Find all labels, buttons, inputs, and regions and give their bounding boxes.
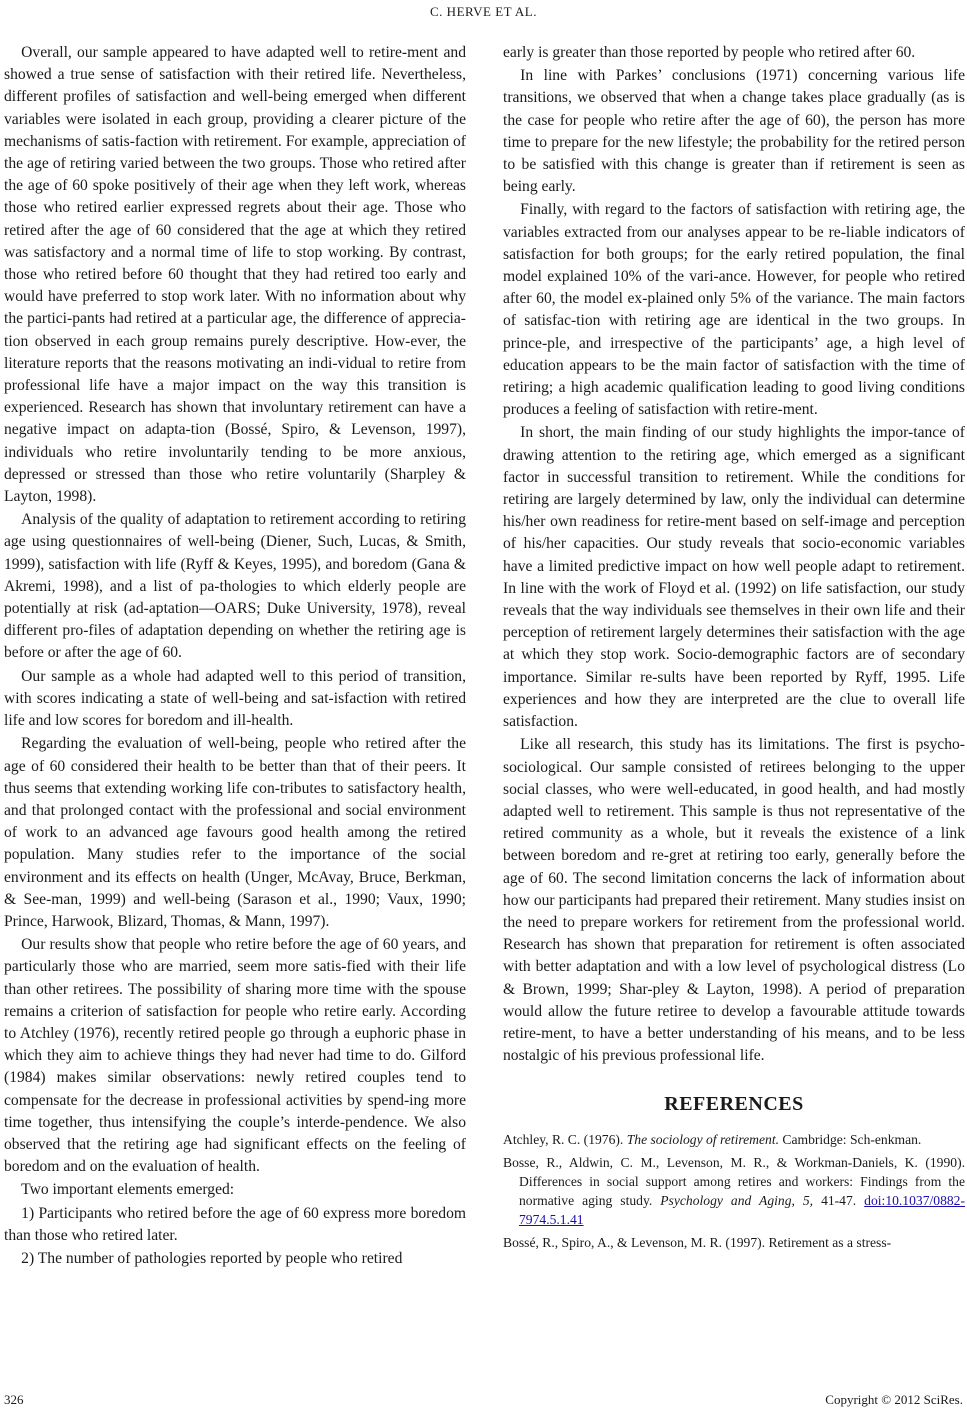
paragraph: Two important elements emerged: bbox=[21, 1181, 235, 1199]
paragraph: Regarding the evaluation of well-being, people who retired after the age of 60 considered their health to be better than that of their peers. It thus seems that extending working life con-tributes to satisfactory health, and that prolonged contact with the professional and social environment of work to an advanced age favours good health among the retired population. Many studies refer to the importance of the social environment and its effects on health (Unger, McAvay, Bruce, Berkman, & See-man, 1999) and well-being (Sarason et al., 1990; Vaux, 1990; Prince, Harwook, Blizard, Thomas, & Mann, 1997). bbox=[4, 735, 466, 930]
paragraph: early is greater than those reported by people who retired after 60. bbox=[503, 44, 916, 61]
reference-text: Bosse, R., Aldwin, C. M., Levenson, M. R., & Workman-Daniels, K. (1990). Differences in social support among retires and workers: Findings from the normative aging study. bbox=[503, 1154, 965, 1208]
reference-journal: Psychology and Aging, 5, bbox=[660, 1192, 814, 1208]
paragraph: In line with Parkes’ conclusions (1971) concerning various life transitions, we observed that when a change takes place gradually (as is the case for people who retire after the age of 60), the person has more time to prepare for the new lifestyle; the probability for the retired person to be satisfied with this change is greater than if retirement is seen as being early. bbox=[503, 67, 965, 196]
doi-link[interactable]: doi:10.1037/0882-7974.5.1.41 bbox=[519, 1192, 965, 1227]
reference-entry bbox=[503, 1153, 965, 1229]
running-head: C. HERVE ET AL. bbox=[430, 4, 537, 19]
reference-text: 41-47. bbox=[813, 1192, 865, 1208]
paragraph: Like all research, this study has its limitations. The first is psycho-sociological. Our sample consisted of retirees belonging to the upper social classes, who were well-educated, in good health, and had mostly adapted well to retirement. This sample is thus not representative of the retired community as a whole, but it reveals the existence of a link between boredom and re-gret at retiring too early, generally before the age of 60. The second limitation concerns the lack of information about how our participants had prepared their retirement. Many studies insist on the need to prepare workers for retirement from the professional world. Research has shown that preparation for retirement is often associated with better adaptation and with a low level of psychological distress (Lo & Brown, 1999; Shar-pley & Layton, 1998). A period of preparation would allow the future retiree to develop a favourable attitude towards retire-ment, to have a better understanding of his means, and to be less nostalgic of his previous professional life. bbox=[503, 736, 965, 1065]
paragraph: In short, the main finding of our study highlights the impor-tance of drawing attention to the retiring age, which emerged as a significant factor in successful transition to retirement. While the conditions for retiring are largely determined by law, only the individual can determine his/her own readiness for retire-ment based on self-image and perception of his/her capacities. Our study reveals that socio-economic variables have a limited predictive impact on how well people adapt to retirement. In line with the work of Floyd et al. (1992) on life satisfaction, our study reveals that the way individuals see themselves in their own life and their perception of retirement largely determines their satisfaction with the age at which they stop work. Socio-demographic factors are of secondary importance. Similar re-sults have been reported by Ryff, 1995. Life experiences and how they are interpreted are the clue to overall life satisfaction. bbox=[503, 424, 965, 731]
reference-title: The sociology of retirement. bbox=[626, 1131, 779, 1147]
paragraph: 1) Participants who retired before the age of 60 express more boredom than those who retired later. bbox=[4, 1204, 466, 1244]
reference-text: Cambridge: Sch-enkman. bbox=[779, 1131, 922, 1147]
copyright-notice: Copyright © 2012 SciRes. bbox=[825, 1392, 963, 1407]
paragraph: Analysis of the quality of adaptation to retirement according to retiring age using questionnaires of well-being (Diener, Such, Lucas, & Smith, 1999), satisfaction with life (Ryff & Keyes, 1995), and boredom (Gana & Akremi, 1998), and a list of pa-thologies to which elderly people are potentially at risk (ad-aptation—OARS; Duke University, 1978), reveal different pro-files of adaptation depending on whether the retiring age is before or after the age of 60. bbox=[4, 511, 466, 662]
paragraph: Overall, our sample appeared to have adapted well to retire-ment and showed a true sense of satisfaction with their retired life. Nevertheless, different profiles of satisfaction and well-being emerged when different variables were isolated in each group, providing a clearer picture of the mechanisms of satis-faction with retirement. For example, appreciation of the age of retiring varied between the two groups. Those who retired after the age of 60 spoke positively of their age when they left work, whereas those who retired earlier expressed regrets about their age. Those who retired after the age of 60 considered that the age at which they retired was satisfactory and a normal time of life to stop working. By contrast, those who retired before 60 thought that they had retired too early and would have preferred to stop work later. With no information about why the partici-pants had retired at a particular age, the difference of apprecia-tion observed in each group remains purely descriptive. How-ever, the literature reports that the reasons motivating an indi-vidual to retire from professional life have a major impact on the way this transition is experienced. Research has shown that involuntary retirement can have a negative impact on adapta-tion (Bossé, Spiro, & Levenson, 1997), individuals who retire involuntarily tending to be more anxious, depressed or stressed than those who retire voluntarily (Sharpley & Layton, 1998). bbox=[4, 44, 466, 506]
paragraph: Our results show that people who retire before the age of 60 years, and particularly those who are married, seem more satis-fied with their life than other retirees. The possibility of sharing more time with the spouse remains a criterion of satisfaction for people who retire early. According to Atchley (1976), recently retired people go through a euphoric phase in which they aim to achieve things they had never had time to do. Gilford (1984) makes similar observations: newly retired couples tend to compensate for the decrease in professional activities by spend-ing more time together, thus intensifying the couple’s interde-pendence. We also observed that the retiring age had significant effects on the feeling of boredom and on the evaluation of health. bbox=[4, 936, 466, 1176]
reference-entry bbox=[503, 1233, 965, 1252]
right-column bbox=[503, 42, 965, 1256]
paragraph: 2) The number of pathologies reported by people who retired bbox=[21, 1249, 403, 1267]
reference-text: Atchley, R. C. (1976). bbox=[503, 1131, 627, 1147]
reference-entry bbox=[503, 1130, 965, 1149]
reference-text: Bossé, R., Spiro, A., & Levenson, M. R. (1997). Retirement as a stress- bbox=[503, 1234, 892, 1250]
page-number: 326 bbox=[4, 1392, 24, 1407]
paragraph: Our sample as a whole had adapted well to this period of transition, with scores indicating a state of well-being and sat-isfaction with retired life and low scores for boredom and ill-health. bbox=[4, 667, 466, 730]
paragraph: Finally, with regard to the factors of satisfaction with retiring age, the variables extracted from our analyses appear to be re-liable indicators of satisfaction for both groups; for the early retired population, the final model explained 10% of the vari-ance. However, for people who retired after 60, the model ex-plained only 5% of the variance. The main factors of satisfac-tion with retiring age are identical in the two groups. In prince-ple, and irrespective of the participants’ age, a high level of education appears to be the main factor of satisfaction with the time of retiring; a high academic qualification leading to good living conditions produces a feeling of satisfaction with retire-ment. bbox=[503, 201, 965, 419]
left-column bbox=[4, 42, 466, 1271]
references-heading: REFERENCES bbox=[664, 1093, 804, 1116]
